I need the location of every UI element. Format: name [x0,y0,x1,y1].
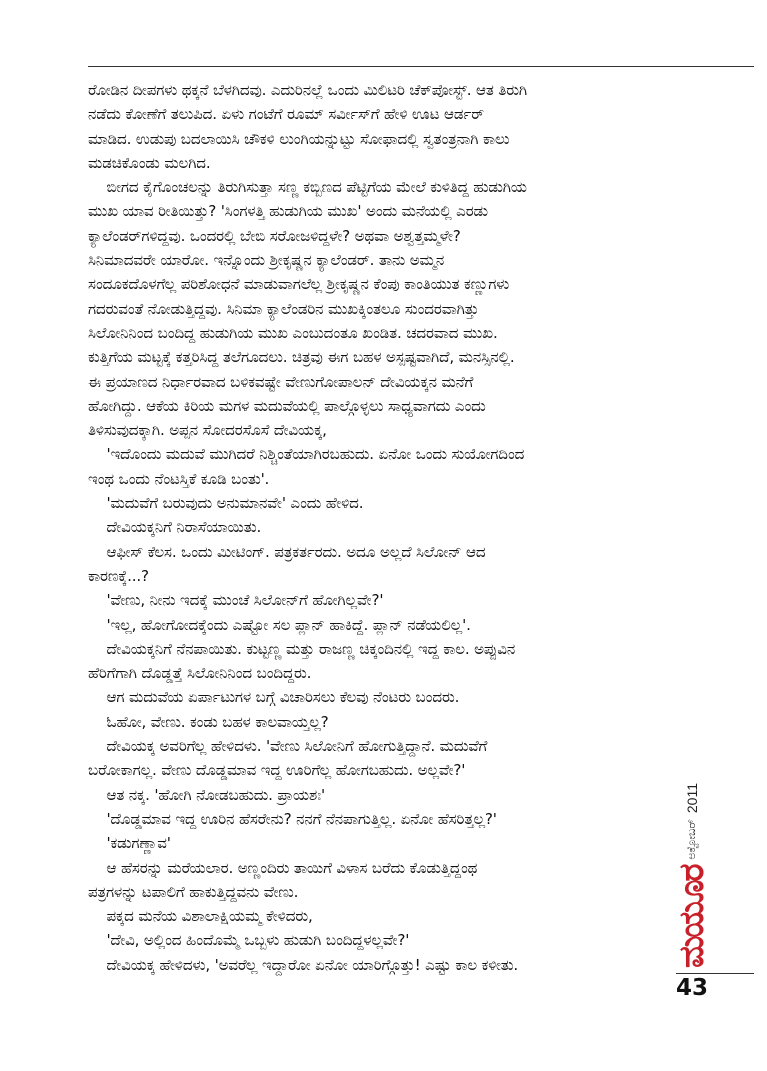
text-line: ದೇವಿಯಕ್ಕ ಅವರಿಗೆಲ್ಲ ಹೇಳಿದಳು. 'ವೇಣು ಸಿಲೋನಿಗೆ ಹೋಗುತ್ತಿದ್ದಾನೆ. ಮದುವೆಗೆ [88,737,488,756]
text-line: ನಡೆದು ಕೋಣೆಗೆ ತಲುಪಿದ. ಏಳು ಗಂಟೆಗೆ ರೂಮ್ ಸರ್ವೀಸ್‌ಗೆ ಹೇಳಿ ಊಟ ಆರ್ಡರ್ [88,105,484,124]
text-line: ಕ್ಯಾಲೆಂಡರ್‌ಗಳಿದ್ದವು. ಒಂದರಲ್ಲಿ ಬೇಬಿ ಸರೋಜಳಿದ್ದಳೇ? ಅಥವಾ ಅಶ್ವತ್ತಮ್ಮಳೇ? [88,226,461,245]
text-line: ಈ ಪ್ರಯಾಣದ ನಿರ್ಧಾರವಾದ ಬಳಿಕವಷ್ಟೇ ವೇಣುಗೋಪಾಲನ್ ದೇವಿಯಕ್ಕನ ಮನೆಗೆ [88,372,474,391]
text-line: 'ಇದೊಂದು ಮದುವೆ ಮುಗಿದರೆ ನಿಶ್ಚಿಂತೆಯಾಗಿರಬಹುದು. ಏನೋ ಒಂದು ಸುಯೋಗದಿಂದ [88,445,525,464]
text-line: ಆತ ನಕ್ಕ. 'ಹೋಗಿ ನೋಡಬಹುದು. ಪ್ರಾಯಶಃ' [88,785,325,804]
text-line: ಆಗ ಮದುವೆಯ ಏರ್ಪಾಟುಗಳ ಬಗ್ಗೆ ವಿಚಾರಿಸಲು ಕೆಲವು ನೆಂಟರು ಬಂದರು. [88,688,460,707]
article-body [88,78,688,977]
text-line: ಗದರುವಂತೆ ನೋಡುತ್ತಿದ್ದವು. ಸಿನಿಮಾ ಕ್ಯಾಲೆಂಡರಿನ ಮುಖಕ್ಕಿಂತಲೂ ಸುಂದರವಾಗಿತ್ತು [88,299,479,318]
text-line: ರೋಡಿನ ದೀಪಗಳು ಥಕ್ಕನೆ ಬೆಳಗಿದವು. ಎದುರಿನಲ್ಲೆ ಒಂದು ಮಿಲಿಟರಿ ಚೆಕ್‌ಪೋಸ್ಟ್. ಆತ ತಿರುಗಿ [88,81,527,99]
text-line: ಮಾಡಿದ. ಉಡುಪು ಬದಲಾಯಿಸಿ ಚೌಕಳಿ ಲುಂಗಿಯನ್ನುಟ್ಟು ಸೋಫಾದಲ್ಲಿ ಸ್ವತಂತ್ರನಾಗಿ ಕಾಲು [88,129,510,148]
text-line: ದೇವಿಯಕ್ಕನಿಗೆ ನಿರಾಸೆಯಾಯಿತು. [88,518,262,537]
footer-rule [676,973,754,974]
text-line: 'ಮದುವೆಗೆ ಬರುವುದು ಅನುಮಾನವೇ' ಎಂದು ಹೇಳಿದ. [88,494,364,513]
text-line: 'ದೇವಿ, ಅಲ್ಲಿಂದ ಹಿಂದೊಮ್ಮೆ ಒಬ್ಬಳು ಹುಡುಗಿ ಬಂದಿದ್ದಳಲ್ಲವೇ?' [88,931,410,950]
magazine-logo: ಮಯೂರ [672,865,712,968]
text-line: ದೇವಿಯಕ್ಕ ಹೇಳಿದಳು, 'ಅವರೆಲ್ಲ ಇದ್ದಾರೋ ಏನೋ ಯಾರಿಗ್ಗೊತ್ತು! ಎಷ್ಟು ಕಾಲ ಕಳೀತು. [88,955,519,974]
masthead [672,752,712,968]
text-line: ಕಾರಣಕ್ಕೆ...? [88,566,149,585]
text-line: ಪತ್ರಗಳನ್ನು ಟಪಾಲಿಗೆ ಹಾಕುತ್ತಿದ್ದವನು ವೇಣು. [88,882,299,901]
text-line: ಕುತ್ತಿಗೆಯ ಮಟ್ಟಕ್ಕೆ ಕತ್ತರಿಸಿದ್ದ ತಲೆಗೂದಲು. ಚಿತ್ರವು ಈಗ ಬಹಳ ಅಸ್ಪಷ್ಟವಾಗಿದೆ, ಮನಸ್ಸಿನಲ್ಲಿ. [88,348,515,367]
header-rule [88,66,754,67]
text-line: ಮಡಚಿಕೊಂಡು ಮಲಗಿದ. [88,153,211,172]
issue-year: 2011 [684,783,700,814]
text-line: ಸಿಲೋನಿನಿಂದ ಬಂದಿದ್ದ ಹುಡುಗಿಯ ಮುಖ ಎಂಬುದಂತೂ ಖಂಡಿತ. ಚದರವಾದ ಮುಖ. [88,323,498,342]
text-line: ದೇವಿಯಕ್ಕನಿಗೆ ನೆನಪಾಯಿತು. ಕುಟ್ಟಣ್ಣ ಮತ್ತು ರಾಜಣ್ಣ ಚಿಕ್ಕಂದಿನಲ್ಲಿ ಇದ್ದ ಕಾಲ. ಅಪ್ಪುವಿನ [88,639,516,658]
text-line: 'ದೊಡ್ಡಮಾವ ಇದ್ದ ಊರಿನ ಹೆಸರೇನು? ನನಗೆ ನೆನಪಾಗುತ್ತಿಲ್ಲ. ಏನೋ ಹೆಸರಿತ್ತಲ್ಲ?' [88,809,497,828]
text-line: ಬೀಗದ ಕೈಗೊಂಚಲನ್ನು ತಿರುಗಿಸುತ್ತಾ ಸಣ್ಣ ಕಬ್ಬಿಣದ ಪೆಟ್ಟಿಗೆಯ ಮೇಲೆ ಕುಳಿತಿದ್ದ ಹುಡುಗಿಯ [88,178,527,197]
text-line: 'ಕಡುಗಣ್ಣಾವ' [88,834,171,853]
text-line: ಮುಖ ಯಾವ ರೀತಿಯಿತ್ತು? 'ಸಿಂಗಳತ್ತಿ ಹುಡುಗಿಯ ಮುಖ' ಅಂದು ಮನೆಯಲ್ಲಿ ಎರಡು [88,202,488,221]
issue-month: ಅಕ್ಟೋಬರ್ [685,819,698,860]
text-line: ಪಕ್ಕದ ಮನೆಯ ವಿಶಾಲಾಕ್ಷಿಯಮ್ಮ ಕೇಳಿದರು, [88,907,313,926]
text-line: ತಿಳಿಸುವುದಕ್ಕಾಗಿ. ಅಪ್ಪನ ಸೋದರಸೊಸೆ ದೇವಿಯಕ್ಕ, [88,421,327,440]
text-line: ಓಹೋ, ವೇಣು. ಕಂಡು ಬಹಳ ಕಾಲವಾಯ್ತಲ್ಲ? [88,712,329,731]
text-line: ಸಂದೂಕದೊಳಗೆಲ್ಲ ಪರಿಶೋಧನೆ ಮಾಡುವಾಗಲೆಲ್ಲ ಶ್ರೀಕೃಷ್ಣನ ಕೆಂಪು ಕಾಂತಿಯುತ ಕಣ್ಣುಗಳು [88,275,510,294]
text-line: 'ವೇಣು, ನೀನು ಇದಕ್ಕೆ ಮುಂಚೆ ಸಿಲೋನ್‌ಗೆ ಹೋಗಿಲ್ಲವೇ?' [88,591,384,610]
text-line: ಆ ಹೆಸರನ್ನು ಮರೆಯಲಾರ. ಅಣ್ಣಂದಿರು ತಾಯಿಗೆ ವಿಳಾಸ ಬರೆದು ಕೊಡುತ್ತಿದ್ದಂಥ [88,858,478,877]
text-line: ಸಿನಿಮಾದವರೇ ಯಾರೋ. ಇನ್ನೊಂದು ಶ್ರೀಕೃಷ್ಣನ ಕ್ಯಾಲೆಂಡರ್. ತಾನು ಅಮ್ಮನ [88,251,445,270]
text-line: ಬರೋಕಾಗಲ್ಲ. ವೇಣು ದೊಡ್ಡಮಾವ ಇದ್ದ ಊರಿಗೆಲ್ಲ ಹೋಗಬಹುದು. ಅಲ್ಲವೇ?' [88,761,466,780]
text-line: 'ಇಲ್ಲ, ಹೋಗೋದಕ್ಕೆಂದು ಎಷ್ಟೋ ಸಲ ಪ್ಲಾನ್ ಹಾಕಿದ್ದೆ. ಪ್ಲಾನ್ ನಡೆಯಲಿಲ್ಲ'. [88,615,471,634]
text-line: ಆಫೀಸ್ ಕೆಲಸ. ಒಂದು ಮೀಟಿಂಗ್. ಪತ್ರಕರ್ತರದು. ಅದೂ ಅಲ್ಲದೆ ಸಿಲೋನ್ ಆದ [88,542,486,561]
text-line: ಹೋಗಿದ್ದು. ಆಕೆಯ ಕಿರಿಯ ಮಗಳ ಮದುವೆಯಲ್ಲಿ ಪಾಲ್ಗೊಳ್ಳಲು ಸಾಧ್ಯವಾಗದು ಎಂದು [88,396,486,415]
text-line: ಇಂಥ ಒಂದು ನೆಂಟಸ್ತಿಕೆ ಕೂಡಿ ಬಂತು'. [88,469,270,488]
page-number: 43 [676,975,709,1001]
text-line: ಹೆರಿಗೆಗಾಗಿ ದೊಡ್ಡತ್ತೆ ಸಿಲೋನಿನಿಂದ ಬಂದಿದ್ದರು. [88,664,312,683]
